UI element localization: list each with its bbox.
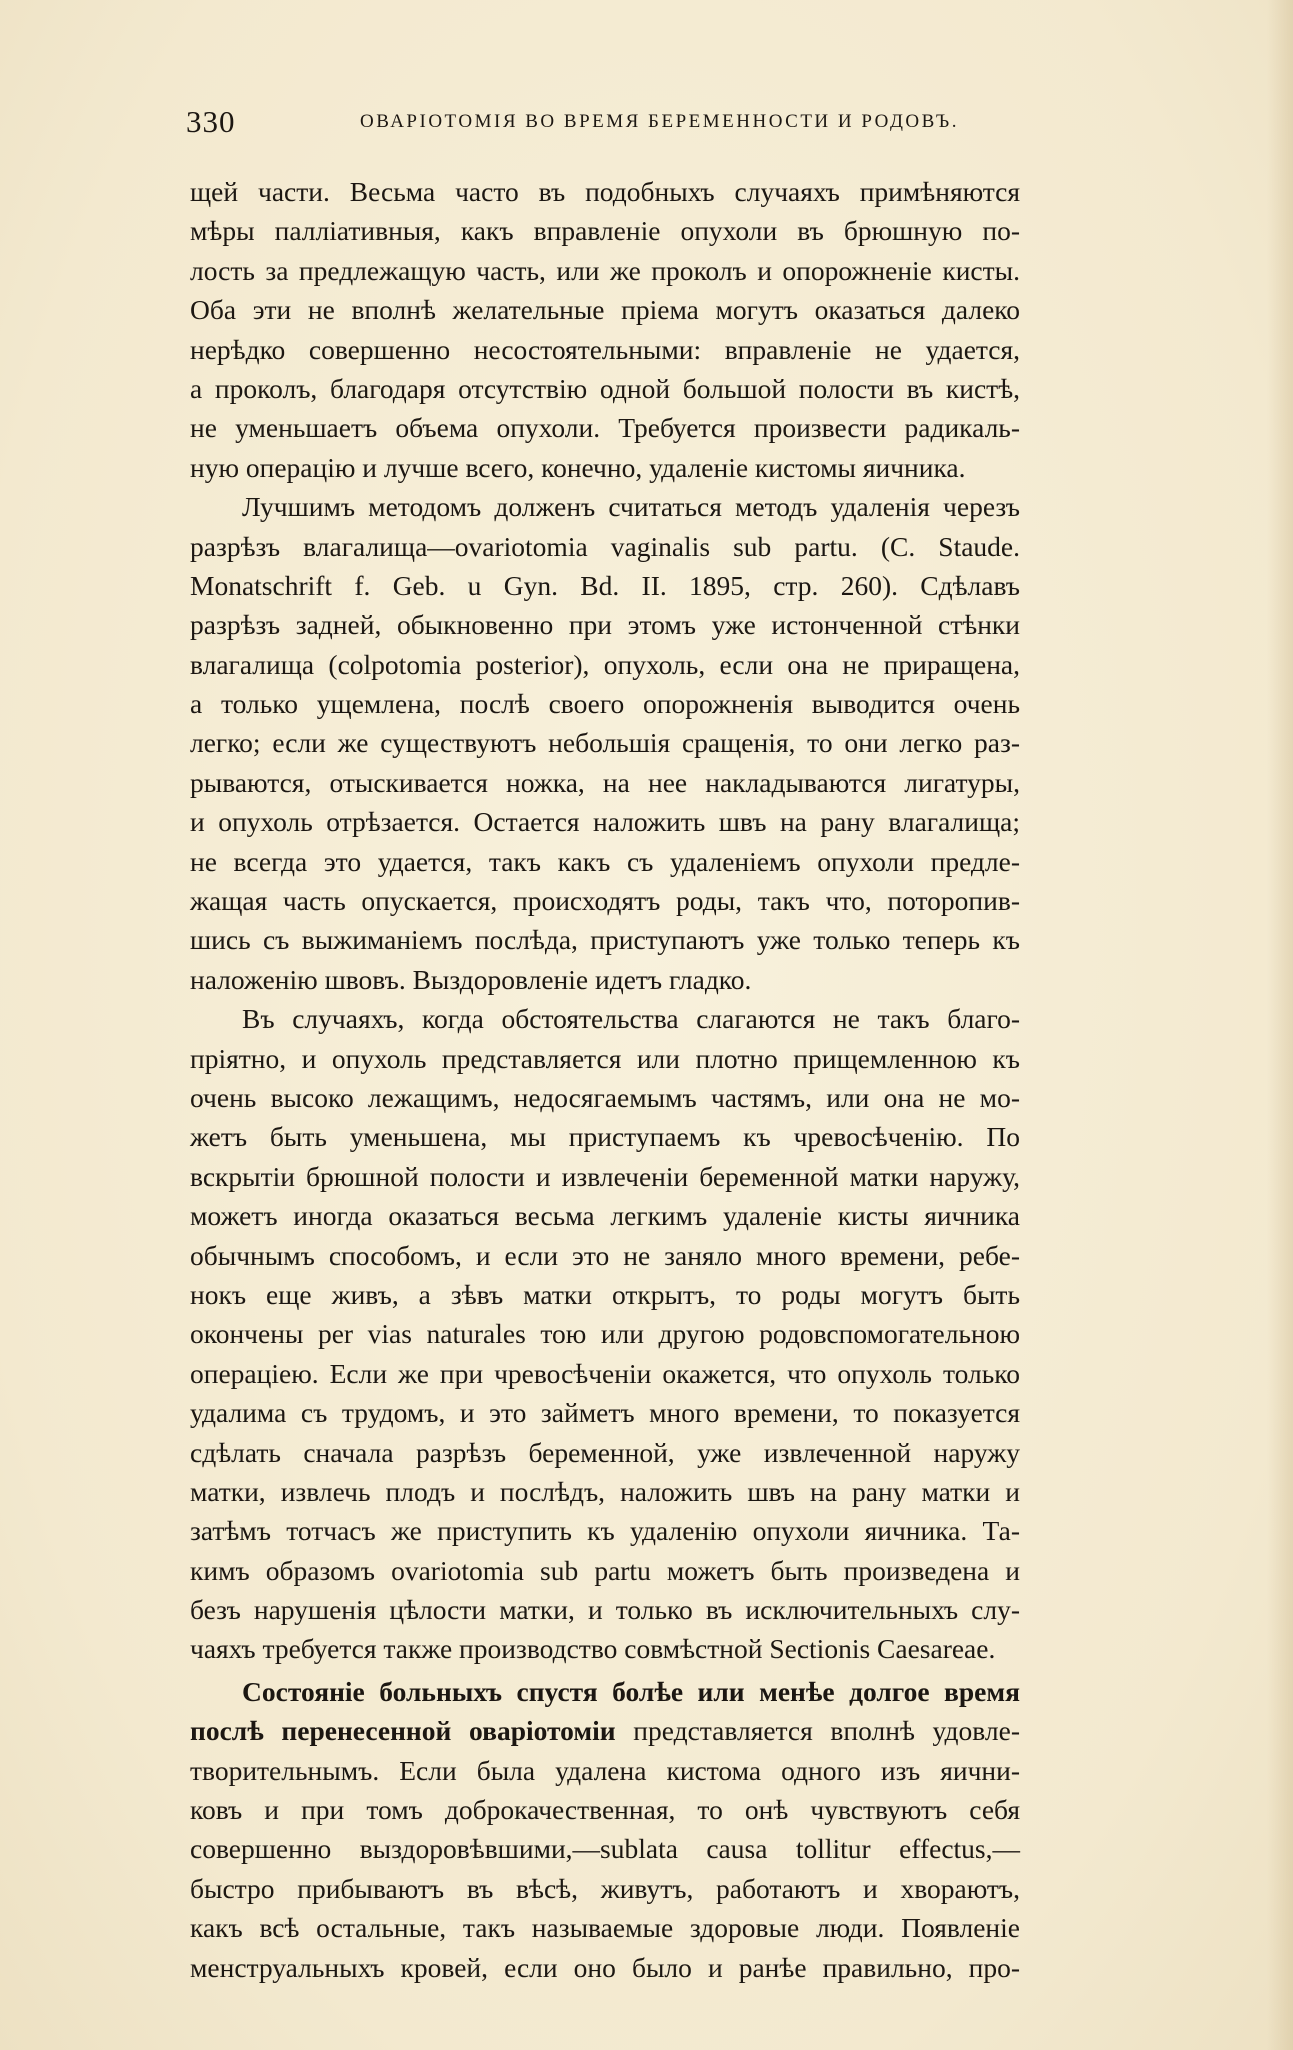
- text-line: сдѣлать сначала разрѣзъ беременной, уже извлеченной наружу: [190, 1436, 1020, 1468]
- text-line: нокъ еще живъ, а зѣвъ матки открытъ, то роды могутъ быть: [190, 1278, 1020, 1310]
- text-line: обычнымъ способомъ, и если это не заняло много времени, ребе-: [190, 1239, 1020, 1271]
- text-line: разрѣзъ задней, обыкновенно при этомъ уже истонченной стѣнки: [190, 609, 1020, 641]
- text-line: жащая часть опускается, происходятъ роды, такъ что, поторопив-: [190, 885, 1020, 917]
- text-line: Въ случаяхъ, когда обстоятельства слагаются не такъ благо-: [242, 1003, 1020, 1035]
- bold-phrase: послѣ перенесенной оваріотоміи: [190, 1715, 616, 1747]
- text-line: совершенно выздоровѣвшими,—sublata causa tollitur effectus,—: [190, 1833, 1020, 1865]
- text-line: вскрытіи брюшной полости и извлеченіи беременной матки наружу,: [190, 1160, 1020, 1192]
- text-line: а только ущемлена, послѣ своего опорожненія выводится очень: [190, 688, 1020, 720]
- text-line: и опухоль отрѣзается. Остается наложить швъ на рану влагалища;: [190, 806, 1020, 838]
- text-line: творительнымъ. Если была удалена кистома одного изъ яични-: [190, 1754, 1020, 1786]
- text-line: затѣмъ тотчасъ же приступить къ удаленію опухоли яичника. Та-: [190, 1515, 1020, 1547]
- bold-text-line: Состояніе больныхъ спустя болѣе или менѣе долгое время: [242, 1675, 1020, 1707]
- running-title: ОВАРІОТОМІЯ ВО ВРЕМЯ БЕРЕМЕННОСТИ И РОДОВЪ.: [360, 111, 959, 132]
- text-line: очень высоко лежащимъ, недосягаемымъ частямъ, или она не мо-: [190, 1081, 1020, 1113]
- body-text: [190, 172, 1020, 1987]
- text-line: удалима съ трудомъ, и это займетъ много времени, то показуется: [190, 1397, 1020, 1429]
- text-line: ковъ и при томъ доброкачественная, то онѣ чувствуютъ себя: [190, 1794, 1020, 1826]
- text-line: не уменьшаетъ объема опухоли. Требуется произвести радикаль-: [190, 412, 1020, 444]
- text-line: Monatschrift f. Geb. u Gyn. Bd. II. 1895, стр. 260). Сдѣлавъ: [190, 569, 1020, 601]
- text-line: легко; если же существуютъ небольшія сращенія, то они легко раз-: [190, 727, 1020, 759]
- text-line: разрѣзъ влагалища—ovariotomia vaginalis sub partu. (C. Staude.: [190, 530, 1020, 562]
- text-line: нерѣдко совершенно несостоятельными: вправленіе не удается,: [190, 333, 1020, 365]
- text-line: [190, 1711, 1020, 1750]
- text-line: чаяхъ требуется также производство совмѣстной Sectionis Caesareae.: [190, 1633, 996, 1665]
- text-line: Лучшимъ методомъ долженъ считаться методъ удаленія черезъ: [242, 491, 1020, 523]
- text-line: жетъ быть уменьшена, мы приступаемъ къ чревосѣченію. По: [190, 1121, 1020, 1153]
- text-line: пріятно, и опухоль представляется или плотно прищемленною къ: [190, 1042, 1020, 1074]
- page-number: 330: [186, 104, 236, 139]
- text-line: окончены per vias naturales тою или другою родовспомогательною: [190, 1318, 1020, 1350]
- text-line: матки, извлечь плодъ и послѣдъ, наложить швъ на рану матки и: [190, 1475, 1020, 1507]
- text-line: наложенію швовъ. Выздоровленіе идетъ гладко.: [190, 963, 752, 995]
- text-line: менструальныхъ кровей, если оно было и ранѣе правильно, про-: [190, 1951, 1020, 1983]
- text-line: а проколъ, благодаря отсутствію одной большой полости въ кистѣ,: [190, 372, 1020, 404]
- text-line: быстро прибываютъ въ вѣсѣ, живутъ, работаютъ и хвораютъ,: [190, 1872, 1020, 1904]
- text-line: влагалища (colpotomia posterior), опухоль, если она не приращена,: [190, 648, 1020, 680]
- text-line: ную операцію и лучше всего, конечно, удаленіе кистомы яичника.: [190, 451, 966, 483]
- running-head: [186, 104, 1020, 144]
- text-line: лость за предлежащую часть, или же проколъ и опорожненіе кисты.: [190, 254, 1020, 286]
- text-line: безъ нарушенія цѣлости матки, и только въ исключительныхъ слу-: [190, 1594, 1020, 1626]
- text-line: щей части. Весьма часто въ подобныхъ случаяхъ примѣняются: [190, 176, 1020, 207]
- text-line: не всегда это удается, такъ какъ съ удаленіемъ опухоли предле-: [190, 845, 1020, 877]
- text-line: кимъ образомъ ovariotomia sub partu можетъ быть произведена и: [190, 1554, 1020, 1586]
- text-line: операціею. Если же при чревосѣченіи окажется, что опухоль только: [190, 1357, 1020, 1389]
- text-line: какъ всѣ остальные, такъ называемые здоровые люди. Появленіе: [190, 1912, 1020, 1944]
- text-line: можетъ иногда оказаться весьма легкимъ удаленіе кисты яичника: [190, 1200, 1020, 1232]
- text-line: мѣры палліативныя, какъ вправленіе опухоли въ брюшную по-: [190, 215, 1020, 247]
- text-line: шись съ выжиманіемъ послѣда, приступаютъ уже только теперь къ: [190, 924, 1020, 956]
- text-line: Оба эти не вполнѣ желательные пріема могутъ оказаться далеко: [190, 294, 1020, 326]
- text-phrase: представляется вполнѣ удовле-: [633, 1715, 1021, 1747]
- text-line: рываются, отыскивается ножка, на нее накладываются лигатуры,: [190, 766, 1020, 798]
